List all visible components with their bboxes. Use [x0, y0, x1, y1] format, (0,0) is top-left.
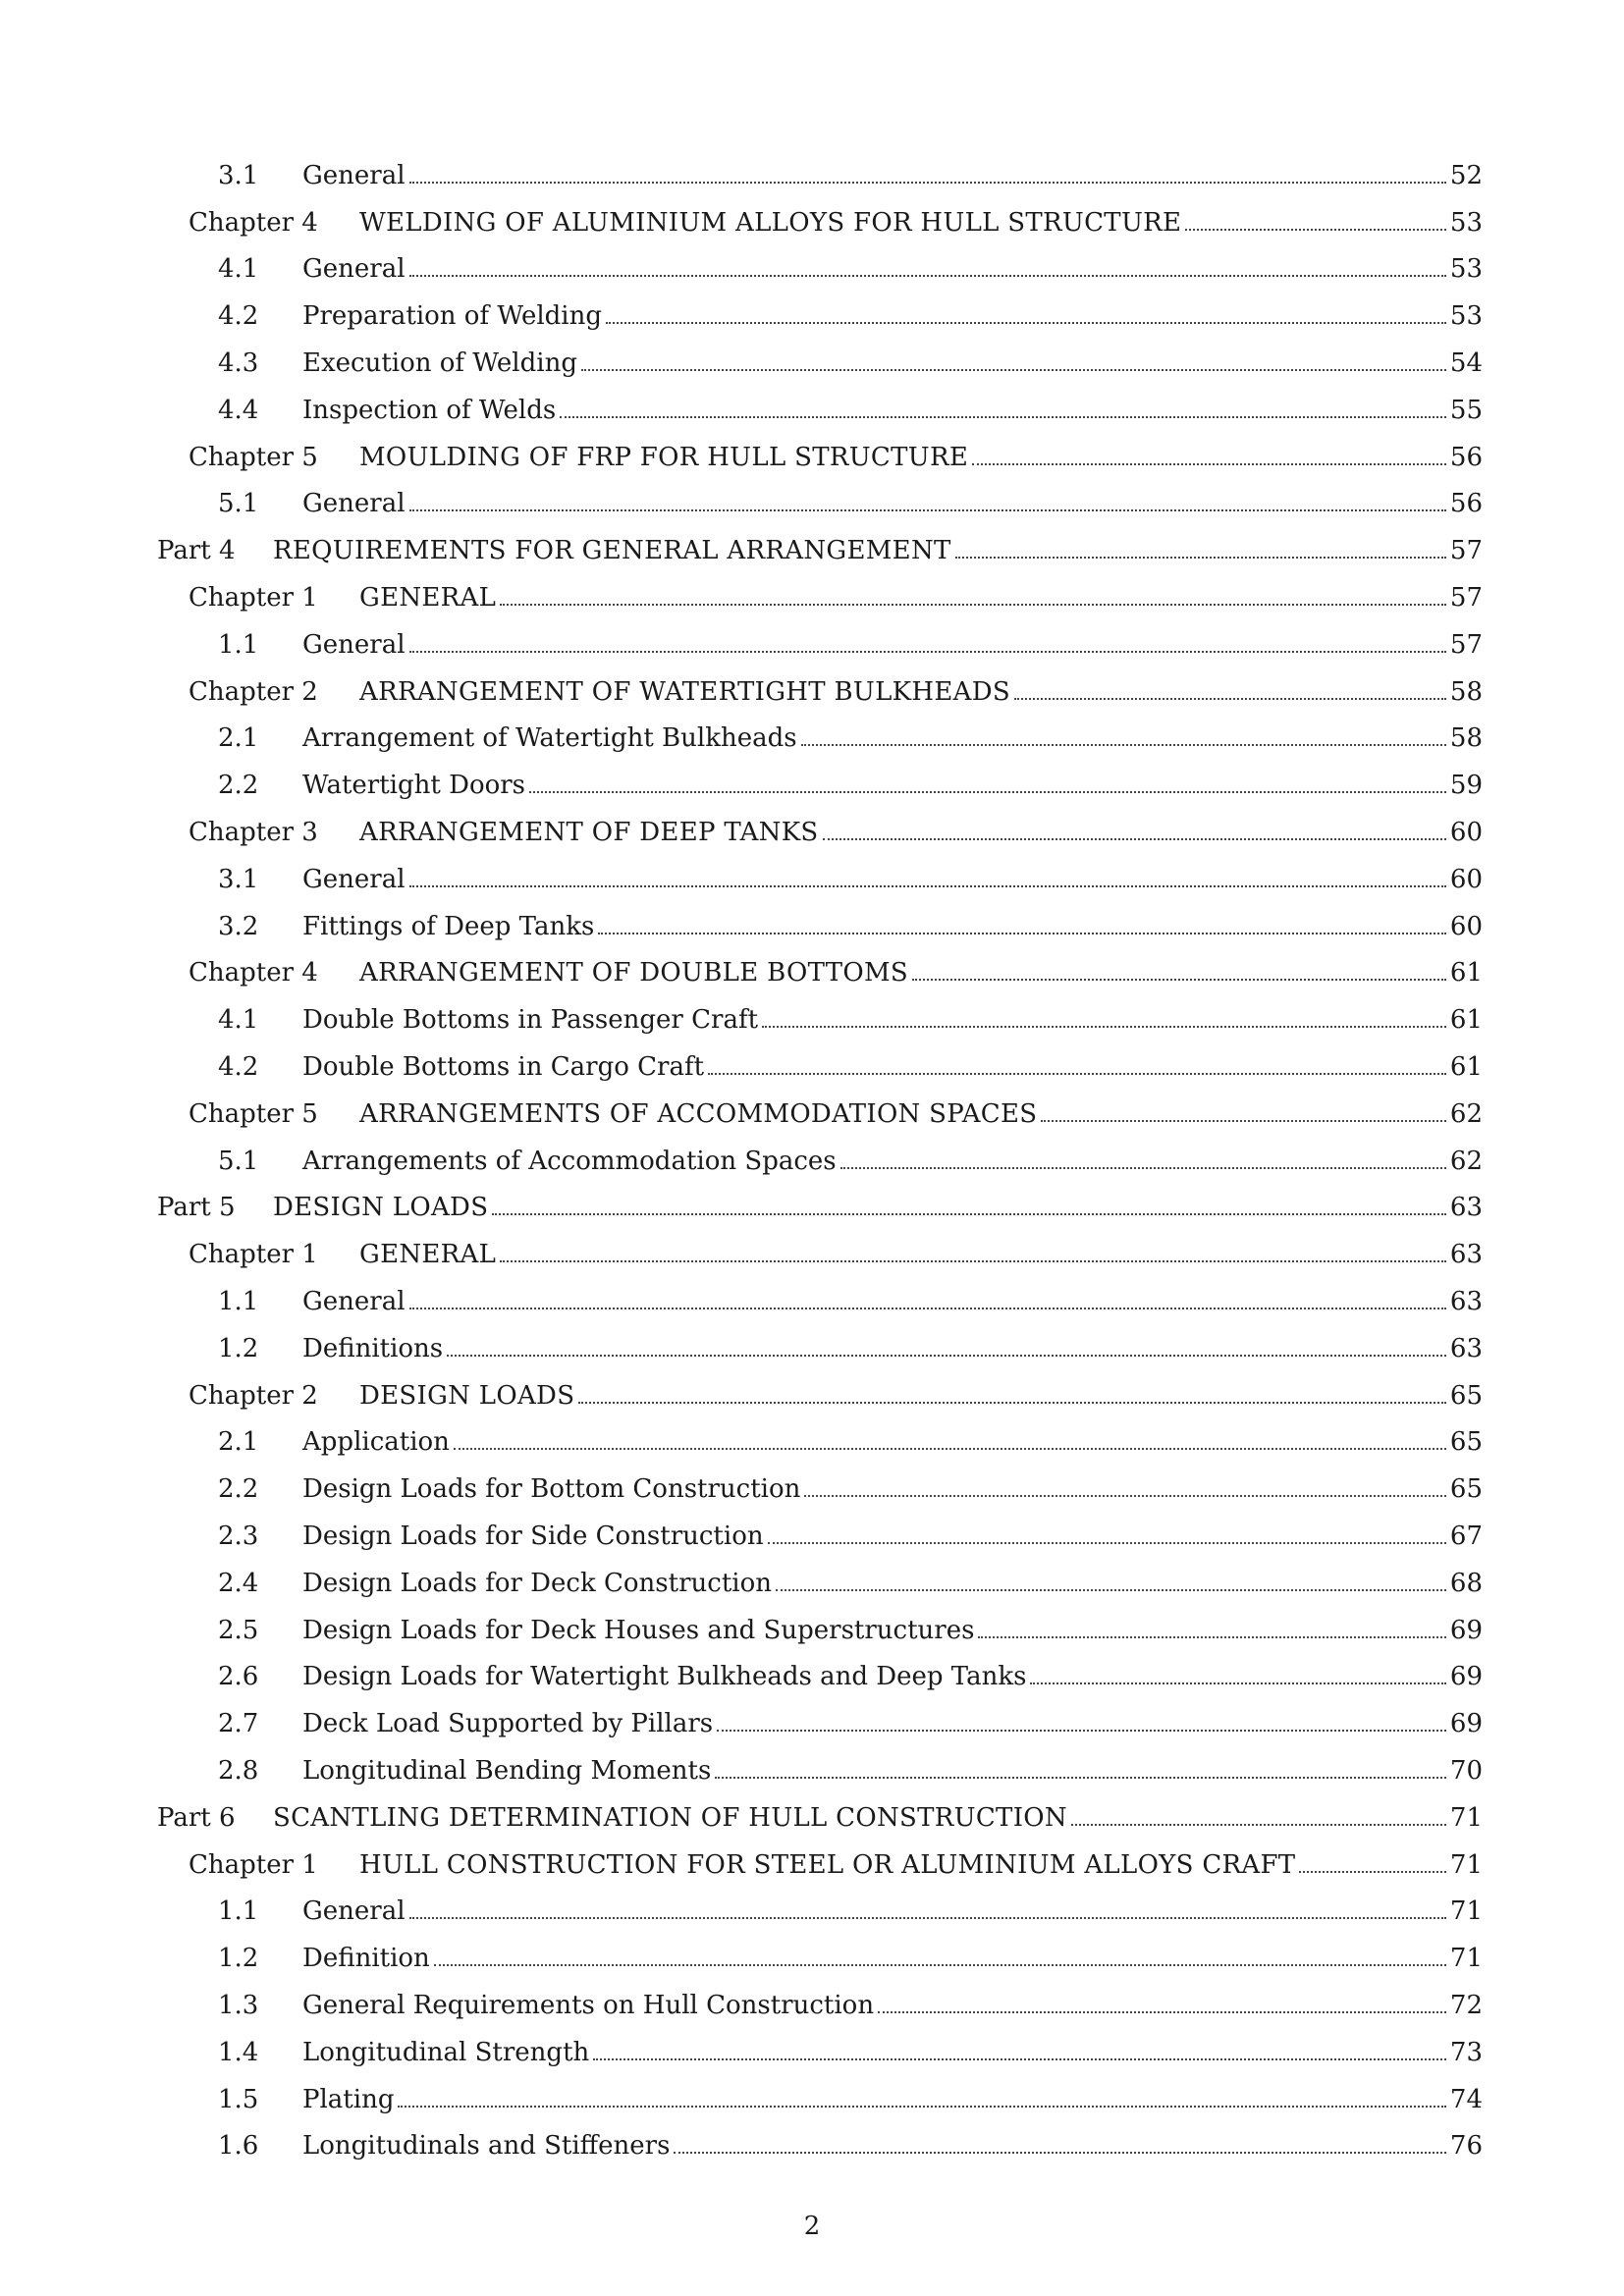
toc-entry-number: 4.2: [218, 301, 259, 332]
toc-entry-title: Fittings of Deep Tanks: [302, 911, 595, 941]
toc-entry-page: 60: [1449, 864, 1483, 894]
toc-entry-number: 4.1: [218, 1005, 259, 1036]
toc-entry-chapter[interactable]: [0, 434, 1624, 481]
toc-entry-number: Chapter 4: [189, 207, 318, 238]
toc-entry-number: 5.1: [218, 489, 259, 519]
toc-entry-page: 73: [1449, 2037, 1483, 2067]
toc-entry-part[interactable]: [0, 1185, 1624, 1232]
toc-entry-title: Inspection of Welds: [302, 395, 557, 425]
toc-entry-number: Chapter 3: [189, 818, 318, 848]
page-number: 2: [803, 2212, 821, 2241]
toc-entry-section[interactable]: [0, 762, 1624, 809]
toc-entry-section[interactable]: [0, 856, 1624, 903]
dot-leader: [409, 163, 1446, 188]
toc-entry-title: Preparation of Welding: [302, 301, 603, 332]
toc-entry-section[interactable]: [0, 1278, 1624, 1325]
toc-entry-page: 53: [1449, 301, 1483, 332]
dot-leader: [912, 960, 1446, 986]
dot-leader: [1299, 1852, 1445, 1878]
toc-entry-title: Definitions: [302, 1333, 444, 1363]
toc-entry-section[interactable]: [0, 293, 1624, 340]
toc-entry-section[interactable]: [0, 2029, 1624, 2076]
toc-entry-number: Chapter 5: [189, 1098, 318, 1129]
toc-entry-number: 2.7: [218, 1709, 259, 1739]
toc-entry-number: Chapter 1: [189, 1240, 318, 1270]
toc-entry-page: 63: [1449, 1193, 1483, 1223]
dot-leader: [1014, 679, 1446, 705]
dot-leader: [398, 2087, 1445, 2112]
toc-entry-section[interactable]: [0, 996, 1624, 1043]
toc-entry-section[interactable]: [0, 481, 1624, 528]
dot-leader: [606, 303, 1446, 329]
toc-entry-number: Chapter 1: [189, 583, 318, 614]
toc-entry-page: 69: [1449, 1615, 1483, 1645]
toc-entry-title: SCANTLING DETERMINATION OF HULL CONSTRUCTION: [273, 1802, 1067, 1833]
dot-leader: [801, 725, 1446, 751]
toc-entry-number: 3.1: [218, 160, 259, 190]
toc-entry-title: Design Loads for Deck Houses and Superstructures: [302, 1615, 975, 1645]
toc-entry-section[interactable]: [0, 1888, 1624, 1935]
toc-entry-number: 5.1: [218, 1146, 259, 1176]
toc-entry-title: Application: [302, 1427, 450, 1458]
toc-entry-title: General: [302, 864, 406, 894]
toc-entry-number: 4.2: [218, 1052, 259, 1083]
toc-entry-title: REQUIREMENTS FOR GENERAL ARRANGEMENT: [273, 536, 951, 566]
toc-entry-title: Execution of Welding: [302, 348, 577, 379]
toc-entry-part[interactable]: [0, 1794, 1624, 1842]
toc-entry-page: 60: [1449, 818, 1483, 848]
toc-entry-section[interactable]: [0, 152, 1624, 199]
toc-entry-page: 56: [1449, 442, 1483, 472]
dot-leader: [708, 1054, 1446, 1080]
table-of-contents: [0, 152, 1624, 2169]
toc-entry-number: Chapter 5: [189, 442, 318, 472]
toc-entry-number: 1.2: [218, 1333, 259, 1363]
dot-leader: [840, 1148, 1446, 1174]
dot-leader: [560, 398, 1446, 423]
dot-leader: [409, 632, 1446, 658]
toc-entry-section[interactable]: [0, 340, 1624, 387]
dot-leader: [978, 1618, 1445, 1643]
toc-entry-title: Longitudinals and Stiffeners: [302, 2131, 671, 2162]
toc-entry-page: 70: [1449, 1755, 1483, 1786]
toc-entry-number: Chapter 4: [189, 958, 318, 988]
toc-entry-page: 57: [1449, 536, 1483, 566]
toc-entry-section[interactable]: [0, 1138, 1624, 1185]
toc-entry-chapter[interactable]: [0, 1372, 1624, 1419]
dot-leader: [598, 914, 1446, 939]
toc-entry-page: 53: [1449, 207, 1483, 238]
toc-entry-title: Definition: [302, 1944, 430, 1974]
toc-entry-title: Watertight Doors: [302, 771, 526, 801]
toc-entry-section[interactable]: [0, 716, 1624, 763]
toc-entry-page: 52: [1449, 160, 1483, 190]
dot-leader: [823, 820, 1446, 845]
dot-leader: [804, 1476, 1446, 1502]
dot-leader: [1185, 210, 1446, 236]
toc-entry-section[interactable]: [0, 1700, 1624, 1747]
toc-entry-number: 1.1: [218, 1287, 259, 1317]
toc-entry-page: 59: [1449, 771, 1483, 801]
toc-entry-page: 67: [1449, 1522, 1483, 1551]
toc-entry-section[interactable]: [0, 1466, 1624, 1513]
toc-entry-number: 2.4: [218, 1568, 259, 1598]
toc-entry-number: 4.3: [218, 348, 259, 379]
toc-entry-section[interactable]: [0, 1935, 1624, 1982]
toc-entry-title: Double Bottoms in Passenger Craft: [302, 1005, 759, 1036]
toc-entry-title: Design Loads for Bottom Construction: [302, 1474, 801, 1505]
dot-leader: [768, 1523, 1446, 1549]
toc-entry-number: Part 4: [157, 536, 236, 566]
toc-entry-number: 4.1: [218, 254, 259, 285]
toc-entry-chapter[interactable]: [0, 1091, 1624, 1138]
toc-entry-page: 63: [1449, 1287, 1483, 1317]
toc-entry-number: 2.6: [218, 1662, 259, 1692]
toc-entry-page: 65: [1449, 1474, 1483, 1505]
toc-entry-number: 1.2: [218, 1944, 259, 1974]
toc-entry-page: 54: [1449, 348, 1483, 379]
toc-entry-title: Design Loads for Side Construction: [302, 1522, 764, 1551]
dot-leader: [715, 1758, 1446, 1784]
toc-entry-title: Design Loads for Watertight Bulkheads and Deep Tanks: [302, 1662, 1027, 1692]
toc-entry-section[interactable]: [0, 1747, 1624, 1794]
toc-entry-number: 1.4: [218, 2037, 259, 2067]
dot-leader: [500, 585, 1446, 611]
toc-entry-title: ARRANGEMENT OF DEEP TANKS: [359, 818, 819, 848]
toc-entry-number: 2.1: [218, 1427, 259, 1458]
toc-entry-number: 2.8: [218, 1755, 259, 1786]
toc-entry-page: 55: [1449, 395, 1483, 425]
toc-entry-page: 74: [1449, 2084, 1483, 2114]
dot-leader: [409, 1289, 1446, 1314]
toc-entry-section[interactable]: [0, 903, 1624, 950]
toc-entry-title: MOULDING OF FRP FOR HULL STRUCTURE: [359, 442, 969, 472]
toc-entry-page: 61: [1449, 958, 1483, 988]
toc-entry-page: 69: [1449, 1662, 1483, 1692]
dot-leader: [1041, 1101, 1446, 1127]
toc-entry-chapter[interactable]: [0, 574, 1624, 621]
toc-entry-page: 60: [1449, 911, 1483, 941]
toc-entry-title: General: [302, 254, 406, 285]
toc-entry-title: General: [302, 160, 406, 190]
toc-entry-page: 63: [1449, 1240, 1483, 1270]
dot-leader: [409, 491, 1446, 516]
dot-leader: [500, 1242, 1446, 1267]
toc-entry-chapter[interactable]: [0, 199, 1624, 246]
dot-leader: [674, 2133, 1445, 2159]
toc-entry-title: HULL CONSTRUCTION FOR STEEL OR ALUMINIUM ALLOYS CRAFT: [359, 1849, 1296, 1880]
toc-entry-part[interactable]: [0, 527, 1624, 574]
toc-entry-number: 3.1: [218, 864, 259, 894]
toc-entry-title: Design Loads for Deck Construction: [302, 1568, 772, 1598]
toc-entry-title: ARRANGEMENT OF DOUBLE BOTTOMS: [359, 958, 908, 988]
toc-entry-number: Part 6: [157, 1802, 236, 1833]
toc-entry-section[interactable]: [0, 1043, 1624, 1091]
toc-entry-title: Arrangements of Accommodation Spaces: [302, 1146, 837, 1176]
toc-entry-page: 71: [1449, 1849, 1483, 1880]
toc-entry-section[interactable]: [0, 1607, 1624, 1654]
dot-leader: [454, 1429, 1446, 1455]
toc-entry-number: 2.2: [218, 771, 259, 801]
dot-leader: [878, 1993, 1446, 2018]
toc-entry-number: Chapter 2: [189, 1380, 318, 1411]
toc-entry-number: 1.1: [218, 629, 259, 660]
toc-entry-page: 61: [1449, 1052, 1483, 1083]
toc-entry-number: 2.3: [218, 1522, 259, 1551]
toc-entry-number: 2.2: [218, 1474, 259, 1505]
toc-entry-title: General: [302, 489, 406, 519]
toc-entry-title: Longitudinal Strength: [302, 2037, 590, 2067]
dot-leader: [972, 445, 1446, 470]
dot-leader: [409, 1898, 1446, 1924]
toc-entry-title: Longitudinal Bending Moments: [302, 1755, 712, 1786]
toc-entry-title: GENERAL: [359, 1240, 497, 1270]
toc-entry-section[interactable]: [0, 1654, 1624, 1701]
dot-leader: [762, 1007, 1446, 1033]
dot-leader: [955, 538, 1446, 563]
toc-entry-number: 2.1: [218, 723, 259, 754]
dot-leader: [492, 1195, 1446, 1220]
toc-entry-section[interactable]: [0, 2122, 1624, 2169]
dot-leader: [434, 1946, 1446, 1971]
toc-entry-chapter[interactable]: [0, 950, 1624, 997]
dot-leader: [409, 867, 1446, 892]
dot-leader: [409, 256, 1446, 282]
toc-entry-section[interactable]: [0, 246, 1624, 294]
dot-leader: [447, 1336, 1446, 1362]
toc-entry-title: GENERAL: [359, 583, 497, 614]
toc-entry-page: 72: [1449, 1990, 1483, 2020]
dot-leader: [578, 1383, 1446, 1409]
toc-entry-chapter[interactable]: [0, 1842, 1624, 1889]
toc-entry-section[interactable]: [0, 1560, 1624, 1607]
toc-entry-number: 1.6: [218, 2131, 259, 2162]
toc-entry-page: 68: [1449, 1568, 1483, 1598]
toc-entry-section[interactable]: [0, 1325, 1624, 1372]
toc-entry-page: 63: [1449, 1333, 1483, 1363]
toc-entry-number: Chapter 2: [189, 676, 318, 707]
toc-entry-title: Plating: [302, 2084, 395, 2114]
toc-entry-section[interactable]: [0, 387, 1624, 434]
dot-leader: [581, 350, 1446, 376]
toc-entry-page: 62: [1449, 1146, 1483, 1176]
toc-entry-title: WELDING OF ALUMINIUM ALLOYS FOR HULL STRUCTURE: [359, 207, 1182, 238]
dot-leader: [717, 1711, 1446, 1736]
toc-entry-chapter[interactable]: [0, 668, 1624, 716]
toc-entry-title: General: [302, 629, 406, 660]
toc-entry-page: 71: [1449, 1802, 1483, 1833]
toc-entry-number: 2.5: [218, 1615, 259, 1645]
toc-entry-title: General: [302, 1287, 406, 1317]
toc-entry-number: 1.1: [218, 1896, 259, 1927]
toc-entry-number: 1.3: [218, 1990, 259, 2020]
dot-leader: [1071, 1805, 1446, 1831]
toc-entry-page: 57: [1449, 583, 1483, 614]
dot-leader: [529, 773, 1446, 798]
toc-entry-title: Double Bottoms in Cargo Craft: [302, 1052, 705, 1083]
toc-entry-number: 1.5: [218, 2084, 259, 2114]
toc-entry-number: 3.2: [218, 911, 259, 941]
toc-entry-title: General: [302, 1896, 406, 1927]
toc-entry-page: 61: [1449, 1005, 1483, 1036]
dot-leader: [1030, 1664, 1445, 1689]
toc-entry-title: Deck Load Supported by Pillars: [302, 1709, 714, 1739]
toc-entry-title: ARRANGEMENT OF WATERTIGHT BULKHEADS: [359, 676, 1010, 707]
toc-entry-page: 71: [1449, 1944, 1483, 1974]
toc-entry-title: DESIGN LOADS: [359, 1380, 575, 1411]
toc-entry-number: Chapter 1: [189, 1849, 318, 1880]
dot-leader: [776, 1571, 1446, 1596]
toc-entry-number: 4.4: [218, 395, 259, 425]
toc-entry-number: Part 5: [157, 1193, 236, 1223]
toc-entry-chapter[interactable]: [0, 1231, 1624, 1278]
toc-entry-page: 71: [1449, 1896, 1483, 1927]
toc-entry-page: 53: [1449, 254, 1483, 285]
toc-entry-page: 56: [1449, 489, 1483, 519]
toc-entry-title: General Requirements on Hull Construction: [302, 1990, 875, 2020]
toc-entry-section[interactable]: [0, 1419, 1624, 1467]
toc-entry-page: 58: [1449, 676, 1483, 707]
toc-entry-page: 69: [1449, 1709, 1483, 1739]
toc-entry-page: 65: [1449, 1380, 1483, 1411]
toc-entry-title: Arrangement of Watertight Bulkheads: [302, 723, 797, 754]
dot-leader: [593, 2040, 1446, 2065]
toc-entry-section[interactable]: [0, 621, 1624, 668]
toc-entry-page: 58: [1449, 723, 1483, 754]
toc-entry-page: 76: [1449, 2131, 1483, 2162]
toc-entry-chapter[interactable]: [0, 809, 1624, 856]
toc-entry-page: 62: [1449, 1098, 1483, 1129]
toc-entry-section[interactable]: [0, 2076, 1624, 2123]
toc-entry-title: ARRANGEMENTS OF ACCOMMODATION SPACES: [359, 1098, 1038, 1129]
toc-entry-section[interactable]: [0, 1982, 1624, 2029]
toc-entry-page: 57: [1449, 629, 1483, 660]
toc-entry-title: DESIGN LOADS: [273, 1193, 489, 1223]
toc-entry-section[interactable]: [0, 1513, 1624, 1560]
toc-entry-page: 65: [1449, 1427, 1483, 1458]
